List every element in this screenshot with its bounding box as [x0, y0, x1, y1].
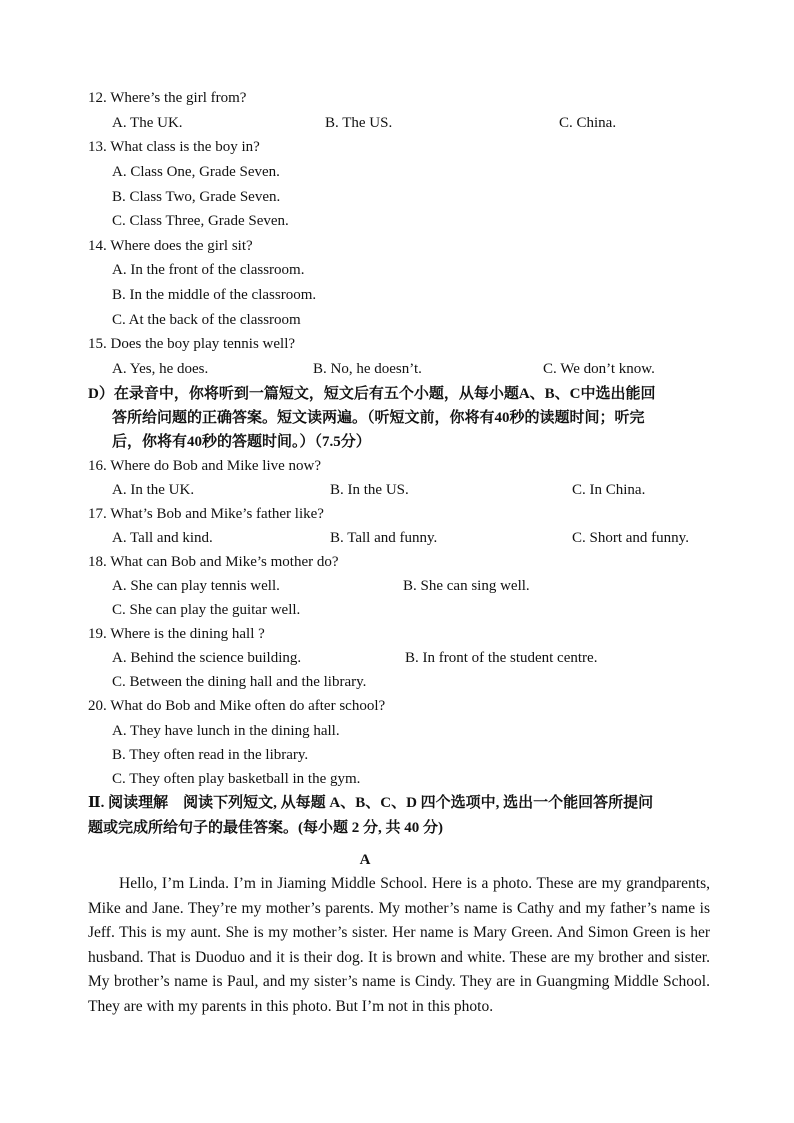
- option-18b: B. She can sing well.: [403, 578, 530, 594]
- option-16a: A. In the UK.: [112, 482, 195, 498]
- option-15c: C. We don’t know.: [543, 361, 655, 377]
- option-15a: A. Yes, he does.: [112, 361, 209, 377]
- section-ii-instruction-2: 题或完成所给句子的最佳答案。(每小题 2 分, 共 40 分): [88, 820, 443, 836]
- question-20: 20. What do Bob and Mike often do after school?: [88, 698, 386, 714]
- question-18: 18. What can Bob and Mike’s mother do?: [88, 554, 339, 570]
- section-ii-instruction-1: Ⅱ. 阅读理解 阅读下列短文, 从每题 A、B、C、D 四个选项中, 选出一个能回答所提问: [88, 795, 654, 811]
- question-12: 12. Where’s the girl from?: [88, 90, 247, 106]
- option-12c: C. China.: [559, 115, 617, 131]
- question-16: 16. Where do Bob and Mike live now?: [88, 458, 322, 474]
- option-14c: C. At the back of the classroom: [112, 312, 301, 328]
- option-16c: C. In China.: [572, 482, 646, 498]
- option-13b: B. Class Two, Grade Seven.: [112, 189, 281, 205]
- section-d-instruction-1: D）在录音中，你将听到一篇短文，短文后有五个小题，从每小题A、B、C中选出能回: [88, 386, 656, 402]
- option-12a: A. The UK.: [112, 115, 183, 131]
- option-17b: B. Tall and funny.: [330, 530, 438, 546]
- section-d-instruction-3: 后，你将有40秒的答题时间。）（7.5分）: [112, 434, 371, 450]
- passage-text: Hello, I’m Linda. I’m in Jiaming Middle School. Here is a photo. These are my grandparents, Mike and Jane. They’re my mother’s parents. My mother’s name is Cathy and my father’s name is Jeff. This is my aunt. She is my mother’s sister. Her name is Mary Green. And Simon Green is her husband. That is Duoduo and it is their dog. It is brown and white. These are my brother and sister. My brother’s name is Paul, and my sister’s name is Cindy. They are in Guangming Middle School. They are with my parents in this photo. But I’m not in this photo.: [88, 875, 710, 1015]
- option-14a: A. In the front of the classroom.: [112, 262, 305, 278]
- question-15: 15. Does the boy play tennis well?: [88, 336, 296, 352]
- option-18a: A. She can play tennis well.: [112, 578, 280, 594]
- option-15b: B. No, he doesn’t.: [313, 361, 422, 377]
- option-17c: C. Short and funny.: [572, 530, 689, 546]
- option-19c: C. Between the dining hall and the library.: [112, 674, 367, 690]
- option-14b: B. In the middle of the classroom.: [112, 287, 317, 303]
- question-13: 13. What class is the boy in?: [88, 139, 260, 155]
- section-d-instruction-2: 答所给问题的正确答案。短文读两遍。（听短文前，你将有40秒的读题时间；听完: [112, 410, 645, 426]
- question-17: 17. What’s Bob and Mike’s father like?: [88, 506, 324, 522]
- option-16b: B. In the US.: [330, 482, 409, 498]
- question-19: 19. Where is the dining hall ?: [88, 626, 265, 642]
- option-18c: C. She can play the guitar well.: [112, 602, 301, 618]
- passage-heading: A: [359, 852, 371, 868]
- option-13a: A. Class One, Grade Seven.: [112, 164, 280, 180]
- option-17a: A. Tall and kind.: [112, 530, 213, 546]
- option-12b: B. The US.: [325, 115, 393, 131]
- option-20c: C. They often play basketball in the gym.: [112, 771, 361, 787]
- question-14: 14. Where does the girl sit?: [88, 238, 253, 254]
- option-20b: B. They often read in the library.: [112, 747, 309, 763]
- option-13c: C. Class Three, Grade Seven.: [112, 213, 289, 229]
- option-19a: A. Behind the science building.: [112, 650, 302, 666]
- option-19b: B. In front of the student centre.: [405, 650, 598, 666]
- option-20a: A. They have lunch in the dining hall.: [112, 723, 340, 739]
